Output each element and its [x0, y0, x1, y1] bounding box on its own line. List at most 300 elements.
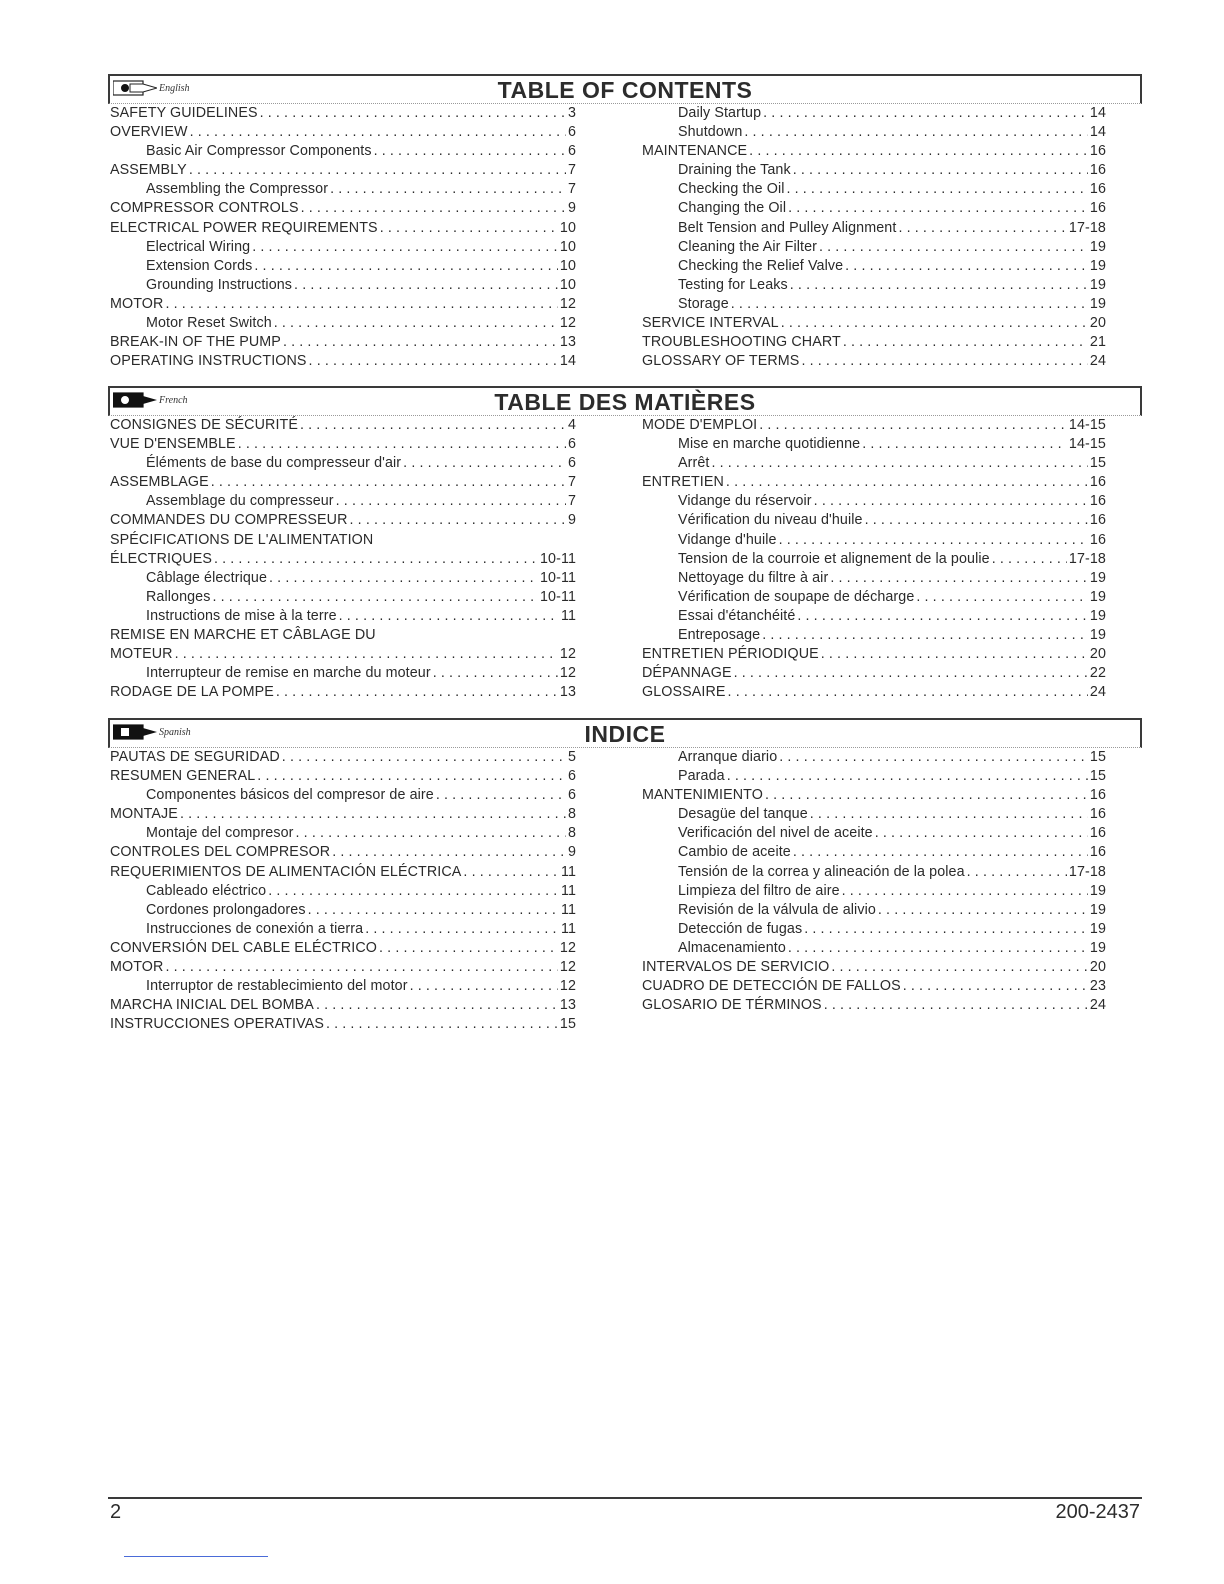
toc-entry-page: 10-11	[539, 569, 576, 586]
toc-entry-page: 16	[1089, 493, 1106, 510]
right-column	[642, 416, 1106, 702]
toc-entry	[110, 683, 576, 702]
dot-leader	[308, 901, 559, 920]
dot-leader	[257, 767, 566, 786]
dot-leader	[765, 786, 1088, 805]
dot-leader	[797, 607, 1088, 626]
toc-entry-title: MAINTENANCE	[642, 143, 748, 160]
dot-leader	[749, 142, 1088, 161]
toc-entry-page: 16	[1089, 825, 1106, 842]
toc-entry-title: Tensión de la correa y alineación de la polea	[678, 863, 965, 880]
toc-entry-title: MOTEUR	[110, 646, 173, 663]
toc-entry-page: 14	[1089, 105, 1106, 121]
toc-entry-title: SPÉCIFICATIONS DE L'ALIMENTATION	[110, 531, 374, 548]
dot-leader	[992, 550, 1067, 569]
toc-entry-page: 19	[1089, 627, 1106, 644]
toc-entry	[110, 104, 576, 123]
dot-leader	[790, 276, 1088, 295]
toc-entry-title: INSTRUCCIONES OPERATIVAS	[110, 1016, 324, 1033]
toc-entry	[110, 454, 576, 473]
dot-leader	[916, 588, 1088, 607]
toc-entry	[110, 645, 576, 664]
section-title: TABLE DES MATIÈRES	[494, 389, 756, 415]
toc-entry	[642, 531, 1106, 550]
toc-entry-title: Éléments de base du compresseur d'air	[146, 455, 402, 472]
toc-entry-title: Câblage électrique	[146, 569, 268, 586]
toc-entry-title: Changing the Oil	[678, 200, 787, 217]
toc-entry-page: 13	[559, 334, 576, 351]
dot-leader	[316, 996, 558, 1015]
dot-leader	[212, 588, 538, 607]
toc-entry-page: 19	[1089, 569, 1106, 586]
section-title: TABLE OF CONTENTS	[497, 77, 753, 103]
toc-entry-page: 7	[567, 181, 576, 198]
toc-entry	[110, 664, 576, 683]
toc-entry	[642, 607, 1106, 626]
page-number: 2	[110, 1501, 122, 1523]
dot-leader	[374, 142, 566, 161]
toc-entry-title: MODE D'EMPLOI	[642, 417, 758, 433]
dot-leader	[339, 607, 559, 626]
dot-leader	[254, 257, 557, 276]
toc-entry-title: Cleaning the Air Filter	[678, 238, 817, 255]
dot-leader	[276, 683, 558, 702]
toc-entry-title: Instructions de mise à la terre	[146, 607, 337, 624]
dot-leader	[330, 180, 566, 199]
dot-leader	[283, 333, 558, 352]
toc-entry-title: OVERVIEW	[110, 124, 188, 141]
toc-entry-title: Vidange d'huile	[678, 531, 777, 548]
dot-leader	[180, 805, 566, 824]
dot-leader	[793, 161, 1088, 180]
toc-entry-page: 20	[1089, 959, 1106, 976]
toc-entry	[110, 352, 576, 371]
toc-entry	[110, 238, 576, 257]
toc-entry-page: 16	[1089, 531, 1106, 548]
toc-entry-title: Vidange du réservoir	[678, 493, 812, 510]
toc-entry	[642, 939, 1106, 958]
toc-entry-title: MOTOR	[110, 295, 164, 312]
toc-entry-page: 3	[567, 105, 576, 121]
toc-entry	[642, 901, 1106, 920]
toc-entry-title: ENTRETIEN PÉRIODIQUE	[642, 646, 819, 663]
toc-entry-title: CONTROLES DEL COMPRESOR	[110, 844, 331, 861]
dot-leader	[433, 664, 558, 683]
toc-entry-page: 8	[567, 806, 576, 823]
dot-leader	[793, 843, 1088, 862]
toc-entry-page: 19	[1089, 257, 1106, 274]
toc-entry	[110, 977, 576, 996]
toc-entry	[110, 824, 576, 843]
toc-entry-title: Vérification du niveau d'huile	[678, 512, 863, 529]
toc-entry	[642, 748, 1106, 767]
toc-entry	[110, 180, 576, 199]
toc-entry	[110, 199, 576, 218]
toc-entry-title: MONTAJE	[110, 806, 178, 823]
toc-entry-title: Belt Tension and Pulley Alignment	[678, 219, 897, 236]
toc-entry-page: 24	[1089, 684, 1106, 701]
toc-entry-page: 6	[567, 436, 576, 453]
right-column	[642, 104, 1106, 371]
toc-entry-page: 17-18	[1068, 550, 1106, 567]
toc-entry	[110, 276, 576, 295]
toc-entry-title: Montaje del compresor	[146, 825, 294, 842]
toc-entry	[642, 352, 1106, 371]
toc-entry	[642, 257, 1106, 276]
toc-entry	[110, 882, 576, 901]
toc-entry-page: 11	[560, 863, 576, 880]
toc-entry-title: RODAGE DE LA POMPE	[110, 684, 274, 701]
toc-entry	[110, 996, 576, 1015]
toc-entry-title: Electrical Wiring	[146, 238, 251, 255]
dot-leader	[296, 824, 566, 843]
toc-entry-page: 11	[560, 607, 576, 624]
dot-leader	[779, 531, 1088, 550]
dot-leader	[903, 977, 1088, 996]
dot-leader	[763, 104, 1088, 123]
dot-leader	[731, 295, 1088, 314]
dot-leader	[759, 416, 1067, 435]
toc-entry-title: MANTENIMIENTO	[642, 787, 763, 804]
toc-entry	[110, 161, 576, 180]
toc-entry-page: 6	[567, 143, 576, 160]
dot-leader	[165, 958, 557, 977]
toc-entry-page: 17-18	[1068, 219, 1106, 236]
toc-entry	[642, 333, 1106, 352]
dot-leader	[300, 416, 566, 435]
toc-entry-page: 6	[567, 787, 576, 804]
toc-entry-title: INTERVALOS DE SERVICIO	[642, 959, 830, 976]
toc-entry-title: Arranque diario	[678, 749, 778, 765]
toc-entry-title: ASSEMBLAGE	[110, 474, 209, 491]
toc-entry-title: Revisión de la válvula de alivio	[678, 901, 876, 918]
toc-entry-title: Basic Air Compressor Components	[146, 143, 372, 160]
toc-entry	[642, 664, 1106, 683]
english-contents-section	[108, 74, 1142, 374]
dot-leader	[781, 314, 1088, 333]
toc-entry-page: 15	[1089, 768, 1106, 785]
dot-leader	[967, 863, 1067, 882]
dot-leader	[819, 238, 1088, 257]
dot-leader	[824, 996, 1088, 1015]
toc-entry-title: Cambio de aceite	[678, 844, 791, 861]
toc-entry-title: Instrucciones de conexión a tierra	[146, 920, 364, 937]
toc-entry-page: 19	[1089, 920, 1106, 937]
toc-entry	[110, 1015, 576, 1034]
toc-entry-page: 4	[567, 417, 576, 433]
dot-leader	[842, 882, 1088, 901]
toc-entry-title: REQUERIMIENTOS DE ALIMENTACIÓN ELÉCTRICA	[110, 863, 462, 880]
toc-entry-page: 14-15	[1068, 417, 1106, 433]
toc-entry	[110, 314, 576, 333]
dot-leader	[744, 123, 1088, 142]
toc-entry-page: 19	[1089, 588, 1106, 605]
toc-entry-page: 13	[559, 997, 576, 1014]
dot-leader	[274, 314, 558, 333]
toc-entry-title: CONSIGNES DE SÉCURITÉ	[110, 417, 298, 433]
toc-entry-page: 19	[1089, 238, 1106, 255]
dot-leader	[252, 238, 558, 257]
toc-entry-page: 12	[559, 665, 576, 682]
toc-entry-page: 15	[559, 1016, 576, 1033]
toc-entry	[110, 939, 576, 958]
dot-leader	[268, 882, 559, 901]
dot-leader	[814, 492, 1088, 511]
toc-entry	[642, 416, 1106, 435]
toc-entry-title: COMMANDES DU COMPRESSEUR	[110, 512, 348, 529]
section-header	[108, 74, 1142, 104]
toc-entry	[110, 492, 576, 511]
toc-entry-title: CUADRO DE DETECCIÓN DE FALLOS	[642, 978, 901, 995]
toc-entry	[642, 645, 1106, 664]
toc-entry	[642, 786, 1106, 805]
toc-entry-page: 11	[560, 882, 576, 899]
toc-entry-title: ENTRETIEN	[642, 474, 724, 491]
toc-entry-page: 9	[567, 844, 576, 861]
dot-leader	[845, 257, 1088, 276]
toc-entry-page: 16	[1089, 200, 1106, 217]
dot-leader	[282, 748, 566, 767]
dot-leader	[294, 276, 558, 295]
toc-entry-title: Parada	[678, 768, 725, 785]
toc-entry	[110, 786, 576, 805]
toc-entry-page: 16	[1089, 181, 1106, 198]
toc-entry-title: Essai d'étanchéité	[678, 607, 796, 624]
toc-entry-title: Cordones prolongadores	[146, 901, 306, 918]
toc-entry	[642, 767, 1106, 786]
toc-entry-title: Mise en marche quotidienne	[678, 436, 861, 453]
toc-entry	[642, 626, 1106, 645]
dot-leader	[734, 664, 1088, 683]
toc-entry	[110, 435, 576, 454]
toc-entry-page: 6	[567, 768, 576, 785]
toc-entry-title: Interrupteur de remise en marche du moteur	[146, 665, 431, 682]
toc-entry	[642, 550, 1106, 569]
toc-entry	[110, 626, 576, 645]
toc-entry-title: Checking the Relief Valve	[678, 257, 844, 274]
toc-entry-title: Verificación del nivel de aceite	[678, 825, 873, 842]
toc-entry	[642, 843, 1106, 862]
toc-entry-title: ÉLECTRIQUES	[110, 550, 212, 567]
dot-leader	[175, 645, 558, 664]
toc-entry	[110, 550, 576, 569]
toc-entry-page: 16	[1089, 787, 1106, 804]
toc-entry-title: Componentes básicos del compresor de aire	[146, 787, 434, 804]
toc-entry-page: 16	[1089, 143, 1106, 160]
dot-leader	[301, 199, 566, 218]
toc-entry-page: 10-11	[539, 550, 576, 567]
section-title: INDICE	[584, 721, 666, 747]
toc-entry-page: 12	[559, 939, 576, 956]
toc-entry-title: VUE D'ENSEMBLE	[110, 436, 236, 453]
toc-entry-title: Storage	[678, 295, 729, 312]
toc-entry-title: Entreposage	[678, 627, 761, 644]
toc-entry	[642, 824, 1106, 843]
toc-entry-title: DÉPANNAGE	[642, 665, 732, 682]
toc-entry-title: Cableado eléctrico	[146, 882, 267, 899]
toc-entry	[110, 142, 576, 161]
dot-leader	[788, 939, 1088, 958]
toc-entry-title: Detección de fugas	[678, 920, 803, 937]
toc-entry-page: 16	[1089, 474, 1106, 491]
dot-leader	[804, 920, 1088, 939]
left-column	[110, 748, 576, 1034]
toc-entry-page: 15	[1089, 455, 1106, 472]
language-label: French	[159, 394, 188, 406]
toc-entry-page: 19	[1089, 901, 1106, 918]
toc-entry-title: Rallonges	[146, 588, 211, 605]
toc-entry-title: Extension Cords	[146, 257, 253, 274]
dot-leader	[831, 958, 1088, 977]
section-header	[108, 718, 1142, 748]
dot-leader	[189, 161, 566, 180]
dot-leader	[350, 511, 566, 530]
toc-entry-page: 20	[1089, 315, 1106, 332]
language-label: English	[159, 82, 190, 94]
dot-leader	[336, 492, 566, 511]
toc-entry-page: 7	[567, 162, 576, 179]
dot-leader	[728, 683, 1088, 702]
dot-leader	[711, 454, 1087, 473]
toc-entry-page: 21	[1089, 334, 1106, 351]
toc-entry	[110, 473, 576, 492]
toc-entry-page: 10	[559, 276, 576, 293]
dot-leader	[875, 824, 1088, 843]
toc-entry	[110, 805, 576, 824]
dot-leader	[365, 920, 559, 939]
toc-entry-page: 10	[559, 219, 576, 236]
toc-entry-page: 11	[560, 920, 576, 937]
toc-entry-title: Arrêt	[678, 455, 710, 472]
toc-entry-page: 10	[559, 238, 576, 255]
dot-leader	[211, 473, 566, 492]
dot-leader	[788, 199, 1088, 218]
toc-entry	[642, 805, 1106, 824]
dot-leader	[865, 511, 1088, 530]
dot-leader	[862, 435, 1067, 454]
dot-leader	[260, 104, 566, 123]
toc-entry	[110, 531, 576, 550]
toc-entry-title: Grounding Instructions	[146, 276, 293, 293]
dot-leader	[463, 863, 559, 882]
toc-entry-page: 19	[1089, 295, 1106, 312]
toc-entry-title: Nettoyage du filtre à air	[678, 569, 829, 586]
toc-entry-title: SERVICE INTERVAL	[642, 315, 779, 332]
decorative-rule	[124, 1556, 268, 1557]
toc-entry	[642, 276, 1106, 295]
dot-leader	[843, 333, 1088, 352]
toc-entry	[642, 454, 1106, 473]
dot-leader	[779, 748, 1088, 767]
toc-entry-title: RESUMEN GENERAL	[110, 768, 256, 785]
toc-entry	[642, 683, 1106, 702]
toc-entry	[642, 199, 1106, 218]
dot-leader	[830, 569, 1088, 588]
toc-entry-title: GLOSSARY OF TERMS	[642, 353, 800, 370]
toc-entry-page: 12	[559, 646, 576, 663]
toc-entry	[642, 511, 1106, 530]
toc-entry	[642, 569, 1106, 588]
toc-entry-title: ASSEMBLY	[110, 162, 187, 179]
dot-leader	[821, 645, 1088, 664]
toc-entry-title: Daily Startup	[678, 105, 762, 121]
toc-entry	[110, 607, 576, 626]
dot-leader	[727, 767, 1088, 786]
toc-entry	[642, 180, 1106, 199]
language-label: Spanish	[159, 726, 191, 738]
toc-entry-title: Testing for Leaks	[678, 276, 788, 293]
toc-entry	[110, 257, 576, 276]
dot-leader	[762, 626, 1088, 645]
toc-entry-page: 10-11	[539, 588, 576, 605]
toc-entry-title: COMPRESSOR CONTROLS	[110, 200, 299, 217]
toc-entry-title: MARCHA INICIAL DEL BOMBA	[110, 997, 314, 1014]
toc-entry	[642, 882, 1106, 901]
toc-entry-title: GLOSSAIRE	[642, 684, 726, 701]
dot-leader	[403, 454, 566, 473]
dot-leader	[810, 805, 1088, 824]
toc-entry-title: Tension de la courroie et alignement de la poulie	[678, 550, 990, 567]
toc-entry	[642, 977, 1106, 996]
dot-leader	[801, 352, 1087, 371]
dot-leader	[326, 1015, 558, 1034]
toc-entry-page: 24	[1089, 353, 1106, 370]
toc-entry-page: 17-18	[1068, 863, 1106, 880]
toc-entry-page: 7	[567, 493, 576, 510]
toc-entry-title: Limpieza del filtro de aire	[678, 882, 840, 899]
toc-entry	[110, 863, 576, 882]
toc-entry-page: 16	[1089, 806, 1106, 823]
dot-leader	[380, 219, 558, 238]
toc-entry	[110, 416, 576, 435]
toc-entry-page: 16	[1089, 844, 1106, 861]
dot-leader	[787, 180, 1088, 199]
toc-entry-page: 6	[567, 124, 576, 141]
toc-entry-title: Interruptor de restablecimiento del motor	[146, 978, 408, 995]
toc-entry-title: MOTOR	[110, 959, 164, 976]
toc-entry-title: Assembling the Compressor	[146, 181, 329, 198]
toc-entry-title: ELECTRICAL POWER REQUIREMENTS	[110, 219, 378, 236]
toc-entry-title: BREAK-IN OF THE PUMP	[110, 334, 281, 351]
dot-leader	[214, 550, 538, 569]
dot-leader	[436, 786, 566, 805]
section-header	[108, 386, 1142, 416]
toc-entry-page: 19	[1089, 607, 1106, 624]
toc-entry-page: 20	[1089, 646, 1106, 663]
toc-entry-page: 14	[1089, 124, 1106, 141]
dot-leader	[269, 569, 538, 588]
toc-entry	[642, 123, 1106, 142]
toc-entry-page: 11	[560, 901, 576, 918]
toc-entry-page: 15	[1089, 749, 1106, 765]
toc-entry-page: 14-15	[1068, 436, 1106, 453]
toc-entry-title: TROUBLESHOOTING CHART	[642, 334, 841, 351]
toc-entry-page: 5	[567, 749, 576, 765]
toc-entry-page: 16	[1089, 512, 1106, 529]
dot-leader	[190, 123, 566, 142]
dot-leader	[878, 901, 1088, 920]
toc-entry-page: 12	[559, 959, 576, 976]
toc-entry-page: 12	[559, 295, 576, 312]
french-contents-section	[108, 386, 1142, 706]
dot-leader	[410, 977, 558, 996]
toc-entry-title: Checking the Oil	[678, 181, 785, 198]
toc-entry-title: CONVERSIÓN DEL CABLE ELÉCTRICO	[110, 939, 378, 956]
toc-entry-page: 13	[559, 684, 576, 701]
toc-entry	[642, 435, 1106, 454]
toc-entry	[642, 920, 1106, 939]
toc-entry	[110, 569, 576, 588]
